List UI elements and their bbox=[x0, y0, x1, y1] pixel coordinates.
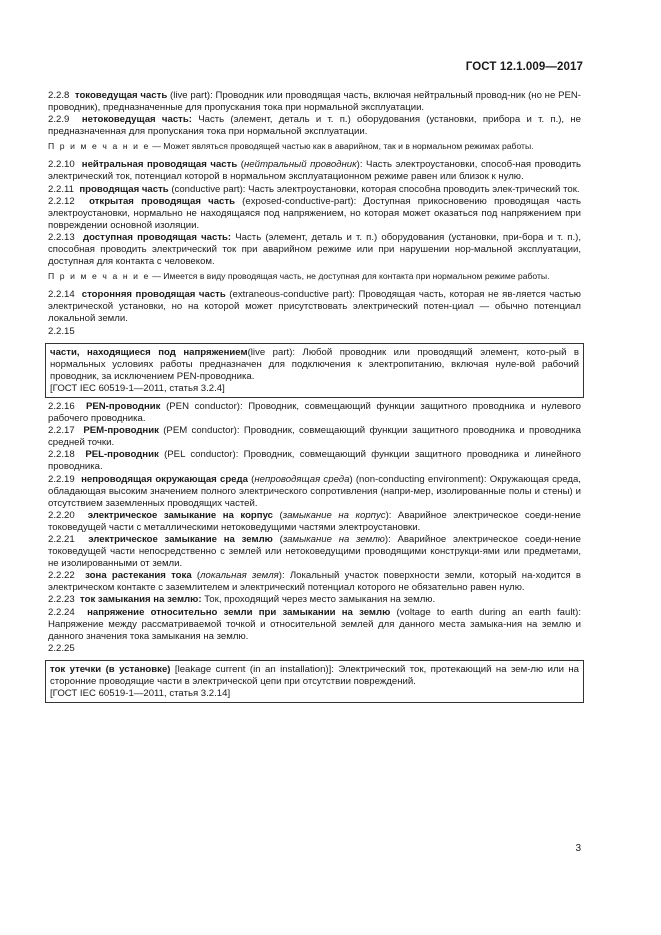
quoted-definition-box: части, находящиеся под напряжением(live part): Любой проводник или проводящий элемент, кото-рый в нормальных условиях работы предназначен для подключения к электропитанию, включая нуле-вой рабочий проводник, за исключением PEN-проводника. [ГОСТ IEC 60519-1—2011, статья 3.2.4] bbox=[45, 343, 584, 398]
source-reference: [ГОСТ IEC 60519-1—2011, статья 3.2.4] bbox=[50, 382, 225, 394]
document-body bbox=[48, 90, 581, 706]
term-entry: 2.2.14 сторонняя проводящая часть (extraneous-conductive part): Проводящая часть, которая не яв-ляется частью электрической установки, но на которой может присутствовать электрический потен-циал — обычно потенциал локальной земли. bbox=[48, 289, 582, 325]
term-entry: 2.2.10 нейтральная проводящая часть (нейтральный проводник): Часть электроустановки, способ-ная проводить электрический ток, потенциал которой в нормальном эксплуатационном режиме равен или близок к нулю. bbox=[48, 159, 581, 183]
term-entry: 2.2.24 напряжение относительно земли при замыкании на землю (voltage to earth during an earth fault): Напряжение между рассматриваемой точкой и относительной землей для данного места замыка-ния на землю и данного значения тока замыкания на землю. bbox=[48, 606, 581, 642]
term-entry: 2.2.17 PEM-проводник (PEM conductor): Проводник, совмещающий функции защитного проводника и проводника средней точки. bbox=[48, 425, 581, 449]
note: П р и м е ч а н и е — Может являться проводящей частью как в аварийном, так и в нормальном режимах работы. bbox=[48, 141, 534, 152]
quoted-definition-box: ток утечки (в установке) [leakage current (in an installation)]: Электрический ток, протекающий на зем-лю или на сторонние проводящие части в электрической цепи при отсутствии повреждений. [ГОСТ IEC 60519-1—2011, статья 3.2.14] bbox=[45, 660, 584, 703]
term-entry: 2.2.21 электрическое замыкание на землю (замыкание на землю): Аварийное электрическое соеди-нение токоведущей части непосредственно с землей или нетоковедущими проводящими конструкци-ями или предметами, не изолированными от земли. bbox=[48, 534, 582, 570]
term-entry: 2.2.23 ток замыкания на землю: Ток, проходящий через место замыкания на землю. bbox=[48, 594, 436, 606]
source-reference: [ГОСТ IEC 60519-1—2011, статья 3.2.14] bbox=[50, 688, 231, 700]
term-entry: 2.2.12 открытая проводящая часть (exposed-conductive-part): Доступная прикосновению проводящая часть электроустановки, нормально не находящаяся под напряжением, но которая может оказаться под напряжением при повреждении основной изоляции. bbox=[48, 195, 581, 231]
term-entry: 2.2.18 PEL-проводник (PEL conductor): Проводник, совмещающий функции защитного проводника и линейного проводника. bbox=[48, 449, 581, 473]
term-number: 2.2.15 bbox=[48, 325, 75, 337]
term-entry: 2.2.13 доступная проводящая часть: Часть (элемент, деталь и т. п.) оборудования (установки, при-бора и т. п.), способная проводить электрический ток при аварийном режиме или при нарушении нор-мальной эксплуатации, доступная для контакта с человеком. bbox=[48, 231, 581, 268]
term-entry: 2.2.16 PEN-проводник (PEN conductor): Проводник, совмещающий функции защитного проводника и нулевого рабочего проводника. bbox=[48, 400, 581, 425]
page-number: 3 bbox=[575, 843, 581, 854]
note: П р и м е ч а н и е — Имеется в виду проводящая часть, не доступная для контакта при нормальном режиме работы. bbox=[48, 271, 550, 282]
term-entry: 2.2.19 непроводящая окружающая среда (непроводящая среда) (non-conducting environment): Окружающая среда, обладающая высоким значением полного электрического сопротивления (напри-мер, изолированные полы и стены) и отсутствием заземленных проводящих частей. bbox=[48, 473, 581, 509]
term-number: 2.2.25 bbox=[48, 642, 75, 654]
term-entry: 2.2.22 зона растекания тока (локальная земля): Локальный участок поверхности земли, который на-ходится в электрическом контакте с заземлителем и электрический потенциал которого не обязательно равен нулю. bbox=[48, 570, 581, 594]
term-entry: 2.2.11 проводящая часть (conductive part): Часть электроустановки, которая способна проводить элек-трический ток. bbox=[48, 183, 580, 195]
term-entry: 2.2.20 электрическое замыкание на корпус (замыкание на корпус): Аварийное электрическое соеди-нение токоведущей части с металлическими нетоковедущими частями электроустановки. bbox=[48, 509, 581, 533]
document-code: ГОСТ 12.1.009—2017 bbox=[465, 61, 583, 73]
term-entry: 2.2.9 нетоковедущая часть: Часть (элемент, деталь и т. п.) оборудования (установки, прибора и т. п.), не предназначенная для пропускания тока при нормальной эксплуатации. bbox=[48, 114, 582, 138]
term-entry: 2.2.8 токоведущая часть (live part): Проводник или проводящая часть, включая нейтральный провод-ник (но не PEN-проводник), предназначенные для пропускания тока при нормальной эксплуатации. bbox=[48, 90, 581, 114]
